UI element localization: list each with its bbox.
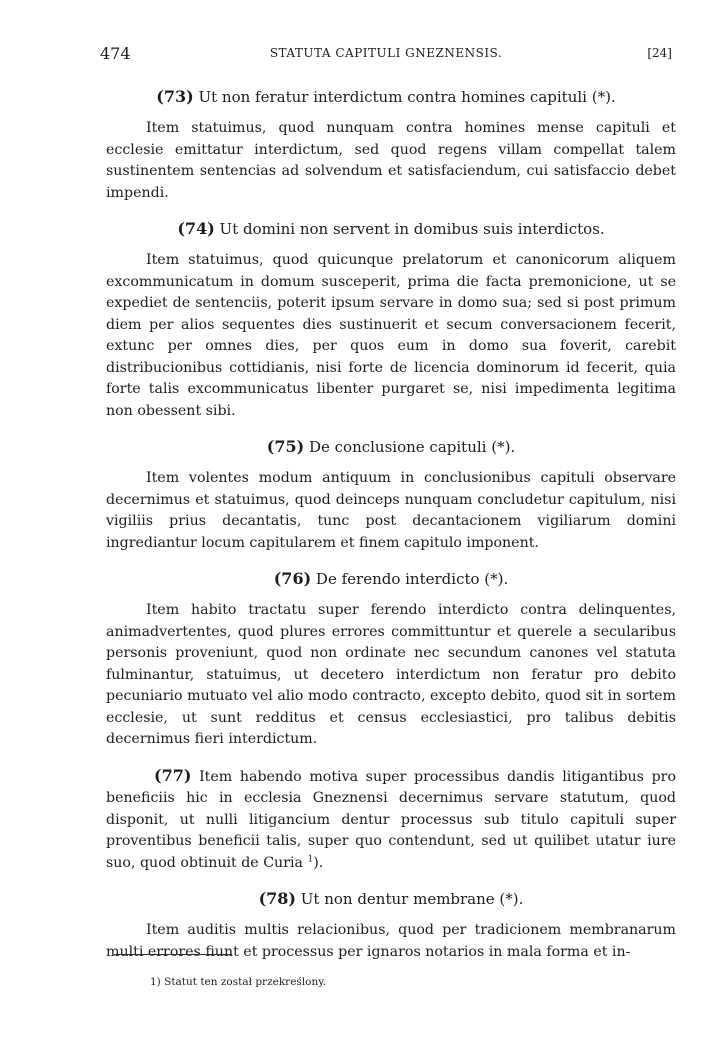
heading-76 bbox=[106, 568, 676, 590]
running-title: STATUTA CAPITULI GNEZNENSIS. bbox=[269, 46, 503, 60]
paragraph-77-text: Item habendo motiva super processibus dandis litigantibus pro beneficiis hic in ecclesia Gneznensi decernimus servare statutum, quod disponit, ut nulli litigancium dentur processus sub titulo capituli super proventibus beneficii talis, super quo contendunt, sed ut quilibet utatur iure suo, quod obtinuit de Curia bbox=[106, 768, 676, 871]
footnote bbox=[150, 976, 326, 988]
footnote-divider bbox=[114, 954, 232, 955]
footnote-ref: 1 bbox=[307, 853, 314, 864]
paragraph-78: Item auditis multis relacionibus, quod per tradicionem membranarum multi errores fiunt et processus per ignaros notarios in mala forma et in- bbox=[106, 922, 676, 960]
heading-74 bbox=[106, 218, 676, 240]
paragraph-74: Item statuimus, quod quicunque prelatorum et canonicorum aliquem excommunicatum in domum susceperit, prima die facta premonicione, ut se expediet de sentenciis, poterit ipsum servare in domo sua; sed si post primum diem per alios sequentes dies sustinuerit et secum conversacionem fecerit, extunc per omnes dies, per quos eum in domo sua foverit, carebit distribucionibus cottidianis, nisi forte de licencia dominorum id fecerit, quia forte talis excommunicatus libenter purgaret se, nisi impedimenta legitima non obessent sibi. bbox=[106, 252, 676, 419]
paragraph-73: Item statuimus, quod nunquam contra homines mense capituli et ecclesie emittatur interdictum, sed quod regens villam compellat talem sustinentem sentencias ad solvendum et satisfaciendum, cui satisfaccio debet impendi. bbox=[106, 120, 676, 201]
section-title-76: De ferendo interdicto (*). bbox=[315, 570, 509, 588]
footnote-mark: 1) bbox=[150, 976, 161, 988]
section-number-75: (75) bbox=[266, 437, 305, 456]
page-header bbox=[100, 44, 672, 66]
paragraph-76: Item habito tractatu super ferendo interdicto contra delinquentes, animadvertentes, quod plures errores committuntur et querele a secularibus personis proveniunt, quod non ordinate nec secundum canones vel statuta fulminantur, statuimus, ut decetero interdictum non feratur pro debito pecuniario mutuato vel alio modo contracto, excepto debito, quod sit in sortem ecclesie, ut sunt redditus et census ecclesiastici, pro talibus debitis decernimus fieri interdictum. bbox=[106, 602, 676, 747]
section-title-73: Ut non feratur interdictum contra homines capituli (*). bbox=[198, 88, 616, 106]
section-title-74: Ut domini non servent in domibus suis interdictos. bbox=[219, 220, 605, 238]
heading-73 bbox=[106, 86, 676, 108]
section-number-78: (78) bbox=[258, 889, 296, 908]
section-number-76: (76) bbox=[273, 569, 312, 588]
section-number-74: (74) bbox=[177, 219, 215, 238]
section-title-75: De conclusione capituli (*). bbox=[308, 438, 516, 456]
sheet-mark: [24] bbox=[647, 46, 672, 60]
section-title-78: Ut non dentur membrane (*). bbox=[300, 890, 524, 908]
paragraph-77-end: ). bbox=[313, 854, 324, 871]
section-number-73: (73) bbox=[156, 87, 194, 106]
section-number-77: (77) bbox=[154, 765, 192, 785]
page-number: 474 bbox=[100, 44, 131, 63]
heading-78 bbox=[106, 888, 676, 910]
heading-75 bbox=[106, 436, 676, 458]
paragraph-77 bbox=[106, 765, 676, 875]
paragraph-75: Item volentes modum antiquum in conclusionibus capituli observare decernimus et statuimus, quod deinceps nunquam concludetur capitulum, nisi vigiliis prius decantatis, tunc post decantacionem vigiliarum domini ingrediantur locum capitularem et finem capitulo imponent. bbox=[106, 470, 676, 551]
footnote-text: Statut ten został przekreślony. bbox=[164, 976, 327, 988]
body-text bbox=[106, 86, 676, 977]
